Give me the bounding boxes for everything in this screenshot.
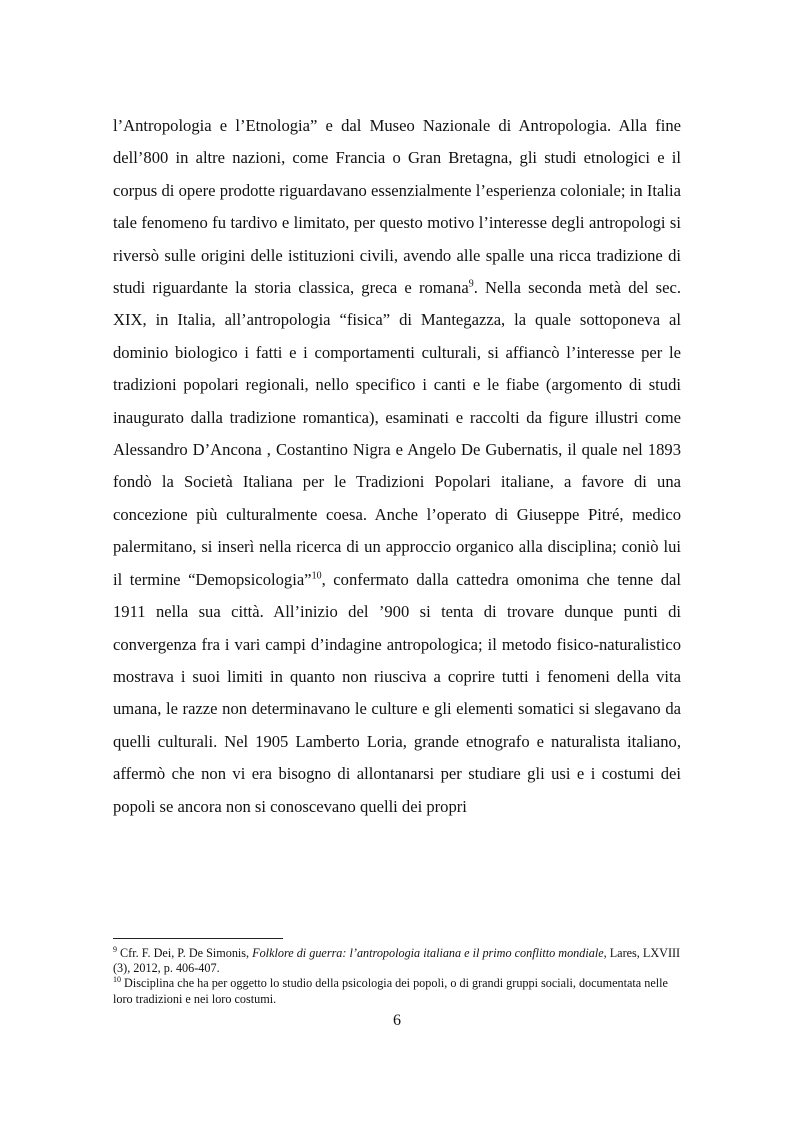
footnote-number: 10 bbox=[113, 975, 121, 985]
footnote-text-end: , Lares, LXVIII (3), 2012, p. 406-407. bbox=[113, 946, 681, 976]
footnote-divider bbox=[113, 938, 283, 939]
footnote-10 bbox=[113, 976, 681, 1006]
page-number: 6 bbox=[393, 1012, 401, 1029]
footnote-ref-9[interactable]: 9 bbox=[468, 278, 474, 290]
body-text-part-2: . Nella seconda metà del sec. XIX, in Italia, all’antropologia “fisica” di Mantegazza, la quale sottoponeva al dominio biologico i fatti e i comportamenti culturali, si affiancò l’interesse per le tradizioni popolari regionali, nello specifico i canti e le fiabe (argomento di studi inaugurato dalla tradizione romantica), esaminati e raccolti da figure illustri come Alessandro D’Ancona , Costantino Nigra e Angelo De Gubernatis, il quale nel 1893 fondò la Società Italiana per le Tradizioni Popolari italiane, a favore di una concezione più culturalmente coesa. Anche l’operato di Giuseppe Pitré, medico palermitano, si inserì nella ricerca di un approccio organico alla disciplina; coniò lui il termine “Demopsicologia” bbox=[113, 278, 681, 589]
footnote-number: 9 bbox=[113, 944, 117, 954]
footnote-ref-10[interactable]: 10 bbox=[311, 570, 322, 582]
body-paragraph bbox=[113, 110, 681, 823]
body-text-part-1: l’Antropologia e l’Etnologia” e dal Museo Nazionale di Antropologia. Alla fine dell’800 in altre nazioni, come Francia o Gran Bretagna, gli studi etnologici e il corpus di opere prodotte riguardavano essenzialmente l’esperienza coloniale; in Italia tale fenomeno fu tardivo e limitato, per questo motivo l’interesse degli antropologi si riversò sulle origini delle istituzioni civili, avendo alle spalle una ricca tradizione di studi riguardante la storia classica, greca e romana bbox=[113, 116, 681, 298]
footnotes-section bbox=[113, 946, 681, 1007]
footnote-title: Folklore di guerra: l’antropologia italiana e il primo conflitto mondiale bbox=[252, 946, 604, 960]
footnote-text: Cfr. F. Dei, P. De Simonis, bbox=[117, 946, 253, 960]
footnote-9 bbox=[113, 946, 681, 976]
footnote-text: Disciplina che ha per oggetto lo studio della psicologia dei popoli, o di grandi gruppi sociali, documentata nelle loro tradizioni e nei loro costumi. bbox=[113, 976, 668, 1006]
body-text-part-3: , confermato dalla cattedra omonima che tenne dal 1911 nella sua città. All’inizio del ’900 si tenta di trovare dunque punti di convergenza fra i vari campi d’indagine antropologica; il metodo fisico-naturalistico mostrava i suoi limiti in quanto non riusciva a coprire tutti i fenomeni della vita umana, le razze non determinavano le culture e gli elementi somatici si slegavano da quelli culturali. Nel 1905 Lamberto Loria, grande etnografo e naturalista italiano, affermò che non vi era bisogno di allontanarsi per studiare gli usi e i costumi dei popoli se ancora non si conoscevano quelli dei propri bbox=[113, 569, 681, 816]
